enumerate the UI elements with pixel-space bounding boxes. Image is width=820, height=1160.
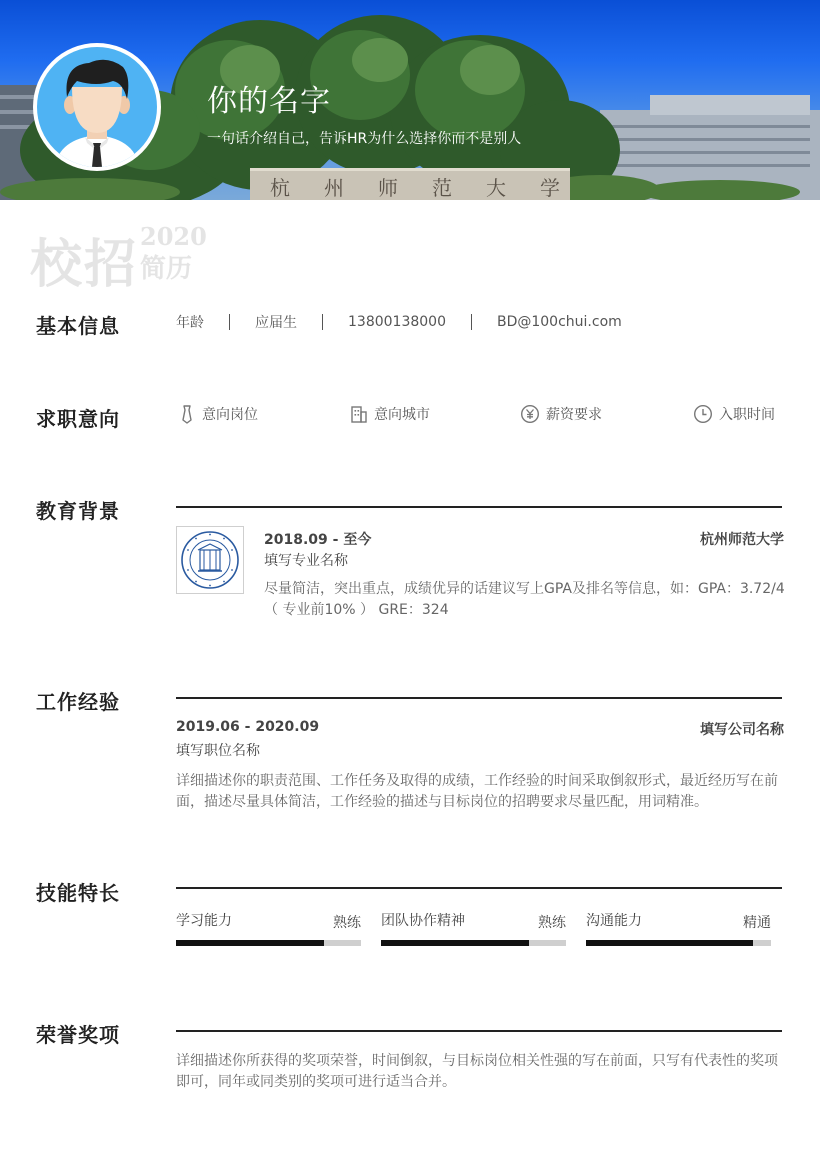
- section-title-work: 工作经验: [36, 690, 120, 714]
- skill-bar: [381, 940, 566, 946]
- school-seal-icon: [180, 530, 240, 590]
- section-rule: [176, 887, 782, 889]
- skill-bar-fill: [176, 940, 324, 946]
- intent-salary: [520, 404, 602, 424]
- school-logo: [176, 526, 244, 594]
- watermark-year: 2020: [140, 222, 207, 251]
- email-value[interactable]: BD@100chui.com: [496, 314, 622, 330]
- education-desc-line: （ 专业前10% ） GRE：324: [264, 602, 449, 618]
- section-rule: [176, 1030, 782, 1032]
- gate-char: 杭: [270, 176, 290, 200]
- skill-name: 学习能力: [176, 913, 232, 929]
- skill-level: 熟练: [333, 915, 361, 931]
- honors-description: [176, 1051, 796, 1093]
- education-period: 2018.09 - 至今: [264, 532, 372, 548]
- intent-city-label: 意向城市: [374, 407, 430, 423]
- section-title-education: 教育背景: [36, 499, 120, 523]
- yuan-icon: [520, 404, 540, 424]
- candidate-tagline: 一句话介绍自己，告诉HR为什么选择你而不是别人: [207, 131, 522, 147]
- watermark-main: 校招: [30, 234, 139, 295]
- work-desc-line: 面，描述尽量具体简洁，工作经验的描述与目标岗位的招聘要求尽量匹配，用词精准。: [176, 794, 708, 810]
- honors-desc-line: 详细描述你所获得的奖项荣誉，时间倒叙，与目标岗位相关性强的写在前面，只写有代表性的奖项: [176, 1053, 778, 1069]
- skill-item: [381, 910, 566, 950]
- skill-name: 团队协作精神: [381, 913, 465, 929]
- intent-salary-label: 薪资要求: [546, 407, 602, 423]
- work-desc-line: 详细描述你的职责范围、工作任务及取得的成绩，工作经验的时间采取倒叙形式，最近经历写在前: [176, 773, 778, 789]
- skill-item: [176, 910, 361, 950]
- intent-start: [693, 404, 775, 424]
- intent-city: [350, 404, 430, 424]
- skill-level: 熟练: [538, 915, 566, 931]
- section-rule: [176, 697, 782, 699]
- work-description: [176, 771, 796, 813]
- work-period: 2019.06 - 2020.09: [176, 719, 320, 735]
- skill-bar-fill: [586, 940, 753, 946]
- gate-char: 州: [324, 176, 344, 200]
- skill-bar-fill: [381, 940, 529, 946]
- gate-char: 学: [540, 176, 560, 200]
- divider: [229, 314, 230, 330]
- candidate-name: 你的名字: [207, 84, 331, 119]
- building-icon: [350, 404, 368, 424]
- avatar-illustration: [37, 47, 157, 167]
- divider: [471, 314, 472, 330]
- honors-desc-line: 即可，同年或同类别的奖项可进行适当合并。: [176, 1074, 456, 1090]
- gate-char: 大: [486, 176, 506, 200]
- clock-icon: [693, 404, 713, 424]
- work-position: 填写职位名称: [176, 743, 260, 759]
- section-title-intent: 求职意向: [36, 407, 120, 431]
- intent-position-label: 意向岗位: [202, 407, 258, 423]
- age-value: 年龄: [176, 315, 204, 331]
- education-description: [264, 579, 794, 621]
- education-desc-line: 尽量简洁，突出重点，成绩优异的话建议写上GPA及排名等信息，如：GPA：3.72/4: [264, 581, 785, 597]
- skill-bar: [586, 940, 771, 946]
- intent-position: [178, 404, 258, 424]
- education-major: 填写专业名称: [264, 553, 348, 569]
- education-school: 杭州师范大学: [700, 532, 784, 548]
- gate-inscription: [270, 172, 560, 200]
- gate-char: 师: [378, 176, 398, 200]
- gate-char: 范: [432, 176, 452, 200]
- section-rule: [176, 506, 782, 508]
- skill-level: 精通: [743, 915, 771, 931]
- section-title-honors: 荣誉奖项: [36, 1023, 120, 1047]
- watermark-sub: 简历: [140, 254, 193, 284]
- intent-start-label: 入职时间: [719, 407, 775, 423]
- section-title-skills: 技能特长: [36, 881, 120, 905]
- phone-value[interactable]: 13800138000: [348, 314, 446, 330]
- status-value: 应届生: [255, 315, 297, 331]
- work-company: 填写公司名称: [700, 722, 784, 738]
- skill-bar: [176, 940, 361, 946]
- basic-info-row: [176, 312, 622, 332]
- avatar[interactable]: [33, 43, 161, 171]
- tie-icon: [178, 404, 196, 424]
- skill-item: [586, 910, 771, 950]
- skill-name: 沟通能力: [586, 913, 642, 929]
- divider: [322, 314, 323, 330]
- section-title-basic: 基本信息: [36, 314, 120, 338]
